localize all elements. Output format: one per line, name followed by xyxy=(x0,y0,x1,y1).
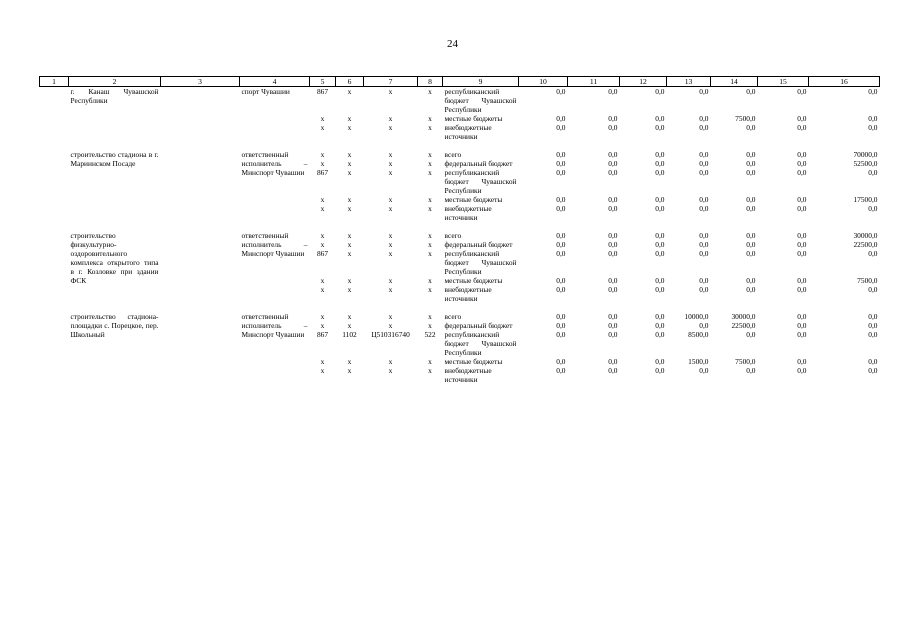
cell-col8: х xyxy=(428,150,432,159)
event-name: строительство стадиона в г. Мариинском Посаде xyxy=(70,150,159,168)
cell-col6: х xyxy=(347,87,352,96)
cell-col8: х xyxy=(428,87,432,96)
value-cell: 0,0 xyxy=(556,195,566,204)
value-cell: 0,0 xyxy=(655,114,665,123)
value-cell: 1500,0 xyxy=(688,357,709,366)
spacer-cell xyxy=(40,303,880,312)
value-cell: 0,0 xyxy=(655,321,665,330)
value-cell: 0,0 xyxy=(608,150,618,159)
value-cell: 0,0 xyxy=(699,249,709,258)
value-cell: 0,0 xyxy=(797,195,807,204)
value-cell: 0,0 xyxy=(746,240,756,249)
value-cell: 0,0 xyxy=(608,276,618,285)
table-row xyxy=(40,150,880,159)
value-cell: 0,0 xyxy=(608,114,618,123)
value-cell: 0,0 xyxy=(556,330,566,339)
table-row xyxy=(40,231,880,240)
value-cell: 0,0 xyxy=(608,123,618,132)
column-header: 5 xyxy=(310,77,336,87)
column-header: 1 xyxy=(40,77,69,87)
value-cell: 0,0 xyxy=(797,231,807,240)
value-cell: 17500,0 xyxy=(853,195,878,204)
cell-col5: х xyxy=(320,321,325,330)
column-header: 13 xyxy=(667,77,711,87)
cell-col7: Ц510316740 xyxy=(371,330,410,339)
column-header: 4 xyxy=(240,77,310,87)
value-cell: 52500,0 xyxy=(853,159,878,168)
responsible-executor: ответственный исполнитель – Минспорт Чувашии xyxy=(241,150,308,177)
cell-col7: х xyxy=(388,285,393,294)
cell-col8: х xyxy=(428,321,432,330)
cell-col6: х xyxy=(347,150,352,159)
funding-source: федеральный бюджет xyxy=(444,321,513,330)
event-name: строительство физкультурно-оздоровительного комплекса открытого типа в г. Козловке при здании ФСК xyxy=(70,231,159,285)
value-cell: 0,0 xyxy=(608,285,618,294)
cell-col8: х xyxy=(428,204,432,213)
cell-col6: х xyxy=(347,204,352,213)
value-cell: 0,0 xyxy=(655,330,665,339)
column-header: 15 xyxy=(758,77,809,87)
funding-source: республиканский бюджет Чувашской Республики xyxy=(444,87,517,114)
value-cell: 0,0 xyxy=(655,195,665,204)
value-cell: 0,0 xyxy=(608,231,618,240)
col3-cell xyxy=(161,87,240,142)
cell-col5: 867 xyxy=(316,168,329,177)
value-cell: 0,0 xyxy=(655,357,665,366)
value-cell: 0,0 xyxy=(556,231,566,240)
value-cell: 0,0 xyxy=(608,366,618,375)
value-cell: 0,0 xyxy=(608,249,618,258)
value-cell: 0,0 xyxy=(746,150,756,159)
value-cell: 0,0 xyxy=(746,123,756,132)
value-cell: 0,0 xyxy=(746,249,756,258)
cell-col8: х xyxy=(428,195,432,204)
value-cell: 0,0 xyxy=(868,204,878,213)
group-spacer xyxy=(40,222,880,231)
funding-source: внебюджетные источники xyxy=(444,204,492,222)
spacer-cell xyxy=(40,222,880,231)
value-cell: 0,0 xyxy=(556,285,566,294)
responsible-executor: ответственный исполнитель – Минспорт Чувашии xyxy=(241,312,308,339)
value-cell: 0,0 xyxy=(655,87,665,96)
value-cell: 0,0 xyxy=(556,312,566,321)
table-header-row xyxy=(40,77,880,87)
cell-col7: х xyxy=(388,312,393,321)
value-cell: 7500,0 xyxy=(735,357,756,366)
funding-source: республиканский бюджет Чувашской Республики xyxy=(444,168,517,195)
column-header: 10 xyxy=(519,77,568,87)
cell-col5: х xyxy=(320,150,325,159)
value-cell: 0,0 xyxy=(797,150,807,159)
cell-col5: 867 xyxy=(316,87,329,96)
cell-col6: х xyxy=(347,240,352,249)
value-cell: 0,0 xyxy=(797,357,807,366)
cell-col6: х xyxy=(347,195,352,204)
cell-col6: х xyxy=(347,312,352,321)
value-cell: 0,0 xyxy=(699,150,709,159)
column-header: 14 xyxy=(711,77,758,87)
column-header: 9 xyxy=(443,77,519,87)
value-cell: 0,0 xyxy=(797,249,807,258)
value-cell: 0,0 xyxy=(556,240,566,249)
cell-col5: х xyxy=(320,123,325,132)
value-cell: 7500,0 xyxy=(857,276,878,285)
value-cell: 0,0 xyxy=(556,321,566,330)
funding-source: всего xyxy=(444,312,462,321)
funding-source: федеральный бюджет xyxy=(444,240,513,249)
value-cell: 0,0 xyxy=(556,87,566,96)
value-cell: 0,0 xyxy=(556,168,566,177)
cell-col6: 1102 xyxy=(342,330,357,339)
cell-col7: х xyxy=(388,357,393,366)
value-cell: 0,0 xyxy=(868,312,878,321)
cell-col6: х xyxy=(347,276,352,285)
value-cell: 0,0 xyxy=(797,312,807,321)
cell-col5: х xyxy=(320,357,325,366)
value-cell: 0,0 xyxy=(699,276,709,285)
cell-col5: х xyxy=(320,276,325,285)
cell-col5: х xyxy=(320,231,325,240)
value-cell: 0,0 xyxy=(746,276,756,285)
value-cell: 0,0 xyxy=(868,321,878,330)
value-cell: 22500,0 xyxy=(731,321,756,330)
cell-col8: х xyxy=(428,231,432,240)
event-name: г. Канаш Чувашской Республики xyxy=(70,87,159,105)
value-cell: 0,0 xyxy=(655,240,665,249)
value-cell: 0,0 xyxy=(746,87,756,96)
column-header: 3 xyxy=(161,77,240,87)
value-cell: 0,0 xyxy=(699,87,709,96)
column-header: 2 xyxy=(69,77,161,87)
value-cell: 30000,0 xyxy=(731,312,756,321)
group-spacer xyxy=(40,303,880,312)
value-cell: 0,0 xyxy=(868,114,878,123)
value-cell: 0,0 xyxy=(797,204,807,213)
cell-col6: х xyxy=(347,168,352,177)
value-cell: 0,0 xyxy=(608,204,618,213)
cell-col5: х xyxy=(320,204,325,213)
funding-source: внебюджетные источники xyxy=(444,123,492,141)
value-cell: 0,0 xyxy=(655,276,665,285)
col1-cell xyxy=(40,87,69,142)
value-cell: 0,0 xyxy=(868,285,878,294)
cell-col8: х xyxy=(428,159,432,168)
cell-col8: 522 xyxy=(424,330,436,339)
value-cell: 30000,0 xyxy=(853,231,878,240)
program-table xyxy=(39,76,880,384)
cell-col7: х xyxy=(388,366,393,375)
table-row xyxy=(40,312,880,321)
col3-cell xyxy=(161,231,240,303)
value-cell: 0,0 xyxy=(797,114,807,123)
value-cell: 0,0 xyxy=(746,195,756,204)
cell-col7: х xyxy=(388,204,393,213)
funding-source: местные бюджеты xyxy=(444,276,503,285)
value-cell: 0,0 xyxy=(608,195,618,204)
cell-col7: х xyxy=(388,240,393,249)
value-cell: 0,0 xyxy=(797,240,807,249)
cell-col7: х xyxy=(388,195,393,204)
column-header: 6 xyxy=(336,77,364,87)
value-cell: 0,0 xyxy=(655,204,665,213)
cell-col6: х xyxy=(347,159,352,168)
value-cell: 0,0 xyxy=(655,150,665,159)
column-header: 11 xyxy=(568,77,620,87)
col1-cell xyxy=(40,312,69,384)
cell-col5: х xyxy=(320,159,325,168)
cell-col6: х xyxy=(347,114,352,123)
column-header: 7 xyxy=(364,77,418,87)
cell-col8: х xyxy=(428,240,432,249)
value-cell: 0,0 xyxy=(655,168,665,177)
value-cell: 0,0 xyxy=(655,312,665,321)
funding-source: федеральный бюджет xyxy=(444,159,513,168)
cell-col7: х xyxy=(388,249,393,258)
cell-col7: х xyxy=(388,231,393,240)
value-cell: 0,0 xyxy=(608,240,618,249)
value-cell: 0,0 xyxy=(746,366,756,375)
value-cell: 10000,0 xyxy=(684,312,709,321)
value-cell: 0,0 xyxy=(746,159,756,168)
value-cell: 0,0 xyxy=(655,285,665,294)
group-spacer xyxy=(40,141,880,150)
value-cell: 0,0 xyxy=(868,330,878,339)
value-cell: 0,0 xyxy=(797,159,807,168)
value-cell: 0,0 xyxy=(797,168,807,177)
table-row xyxy=(40,87,880,115)
value-cell: 0,0 xyxy=(746,285,756,294)
value-cell: 0,0 xyxy=(746,231,756,240)
value-cell: 7500,0 xyxy=(735,114,756,123)
value-cell: 0,0 xyxy=(699,231,709,240)
value-cell: 0,0 xyxy=(868,123,878,132)
funding-source: местные бюджеты xyxy=(444,195,503,204)
value-cell: 22500,0 xyxy=(853,240,878,249)
value-cell: 0,0 xyxy=(797,321,807,330)
cell-col8: х xyxy=(428,366,432,375)
cell-col7: х xyxy=(388,276,393,285)
cell-col7: х xyxy=(388,150,393,159)
event-name: строительство стадиона-площадки с. Порецкое, пер. Школьный xyxy=(70,312,159,339)
value-cell: 0,0 xyxy=(868,87,878,96)
value-cell: 0,0 xyxy=(797,285,807,294)
col1-cell xyxy=(40,150,69,222)
value-cell: 0,0 xyxy=(655,159,665,168)
value-cell: 0,0 xyxy=(608,159,618,168)
value-cell: 0,0 xyxy=(655,231,665,240)
spacer-cell xyxy=(40,141,880,150)
value-cell: 0,0 xyxy=(556,159,566,168)
value-cell: 0,0 xyxy=(655,123,665,132)
cell-col8: х xyxy=(428,312,432,321)
value-cell: 0,0 xyxy=(655,249,665,258)
value-cell: 0,0 xyxy=(797,366,807,375)
value-cell: 0,0 xyxy=(868,249,878,258)
page-number: 24 xyxy=(447,38,458,50)
cell-col5: х xyxy=(320,285,325,294)
cell-col6: х xyxy=(347,249,352,258)
value-cell: 0,0 xyxy=(797,330,807,339)
value-cell: 70000,0 xyxy=(853,150,878,159)
value-cell: 0,0 xyxy=(699,240,709,249)
cell-col8: х xyxy=(428,114,432,123)
cell-col8: х xyxy=(428,276,432,285)
value-cell: 0,0 xyxy=(556,276,566,285)
value-cell: 0,0 xyxy=(868,357,878,366)
cell-col5: 867 xyxy=(316,330,329,339)
cell-col5: х xyxy=(320,240,325,249)
table-body xyxy=(40,87,880,385)
cell-col5: х xyxy=(320,195,325,204)
value-cell: 0,0 xyxy=(556,123,566,132)
value-cell: 0,0 xyxy=(868,168,878,177)
cell-col8: х xyxy=(428,123,432,132)
cell-col7: х xyxy=(388,321,393,330)
column-header: 12 xyxy=(620,77,667,87)
value-cell: 0,0 xyxy=(608,357,618,366)
col3-cell xyxy=(161,312,240,384)
value-cell: 0,0 xyxy=(608,168,618,177)
value-cell: 0,0 xyxy=(746,168,756,177)
value-cell: 0,0 xyxy=(699,285,709,294)
funding-source: внебюджетные источники xyxy=(444,285,492,303)
value-cell: 8500,0 xyxy=(688,330,709,339)
cell-col7: х xyxy=(388,168,393,177)
cell-col7: х xyxy=(388,123,393,132)
column-header: 16 xyxy=(809,77,880,87)
funding-source: всего xyxy=(444,150,462,159)
cell-col5: 867 xyxy=(316,249,329,258)
value-cell: 0,0 xyxy=(797,276,807,285)
funding-source: внебюджетные источники xyxy=(444,366,492,384)
value-cell: 0,0 xyxy=(699,195,709,204)
cell-col8: х xyxy=(428,249,432,258)
funding-source: республиканский бюджет Чувашской Республики xyxy=(444,249,517,276)
value-cell: 0,0 xyxy=(556,114,566,123)
value-cell: 0,0 xyxy=(556,150,566,159)
cell-col6: х xyxy=(347,321,352,330)
responsible-executor: спорт Чувашии xyxy=(241,87,290,96)
value-cell: 0,0 xyxy=(699,168,709,177)
col1-cell xyxy=(40,231,69,303)
value-cell: 0,0 xyxy=(556,249,566,258)
cell-col8: х xyxy=(428,357,432,366)
value-cell: 0,0 xyxy=(608,312,618,321)
value-cell: 0,0 xyxy=(699,114,709,123)
value-cell: 0,0 xyxy=(797,87,807,96)
cell-col8: х xyxy=(428,285,432,294)
value-cell: 0,0 xyxy=(699,159,709,168)
cell-col6: х xyxy=(347,231,352,240)
value-cell: 0,0 xyxy=(699,123,709,132)
cell-col6: х xyxy=(347,123,352,132)
value-cell: 0,0 xyxy=(556,357,566,366)
value-cell: 0,0 xyxy=(699,204,709,213)
value-cell: 0,0 xyxy=(556,366,566,375)
col3-cell xyxy=(161,150,240,222)
cell-col5: х xyxy=(320,312,325,321)
value-cell: 0,0 xyxy=(608,87,618,96)
value-cell: 0,0 xyxy=(655,366,665,375)
funding-source: республиканский бюджет Чувашской Республики xyxy=(444,330,517,357)
value-cell: 0,0 xyxy=(608,321,618,330)
value-cell: 0,0 xyxy=(868,366,878,375)
value-cell: 0,0 xyxy=(746,330,756,339)
cell-col7: х xyxy=(388,87,393,96)
column-header: 8 xyxy=(418,77,443,87)
value-cell: 0,0 xyxy=(699,321,709,330)
cell-col7: х xyxy=(388,159,393,168)
cell-col7: х xyxy=(388,114,393,123)
value-cell: 0,0 xyxy=(608,330,618,339)
cell-col5: х xyxy=(320,366,325,375)
cell-col6: х xyxy=(347,357,352,366)
value-cell: 0,0 xyxy=(699,366,709,375)
value-cell: 0,0 xyxy=(556,204,566,213)
funding-source: местные бюджеты xyxy=(444,114,503,123)
value-cell: 0,0 xyxy=(797,123,807,132)
funding-source: всего xyxy=(444,231,462,240)
responsible-executor: ответственный исполнитель – Минспорт Чувашии xyxy=(241,231,308,258)
value-cell: 0,0 xyxy=(746,204,756,213)
funding-source: местные бюджеты xyxy=(444,357,503,366)
cell-col8: х xyxy=(428,168,432,177)
cell-col5: х xyxy=(320,114,325,123)
cell-col6: х xyxy=(347,285,352,294)
cell-col6: х xyxy=(347,366,352,375)
